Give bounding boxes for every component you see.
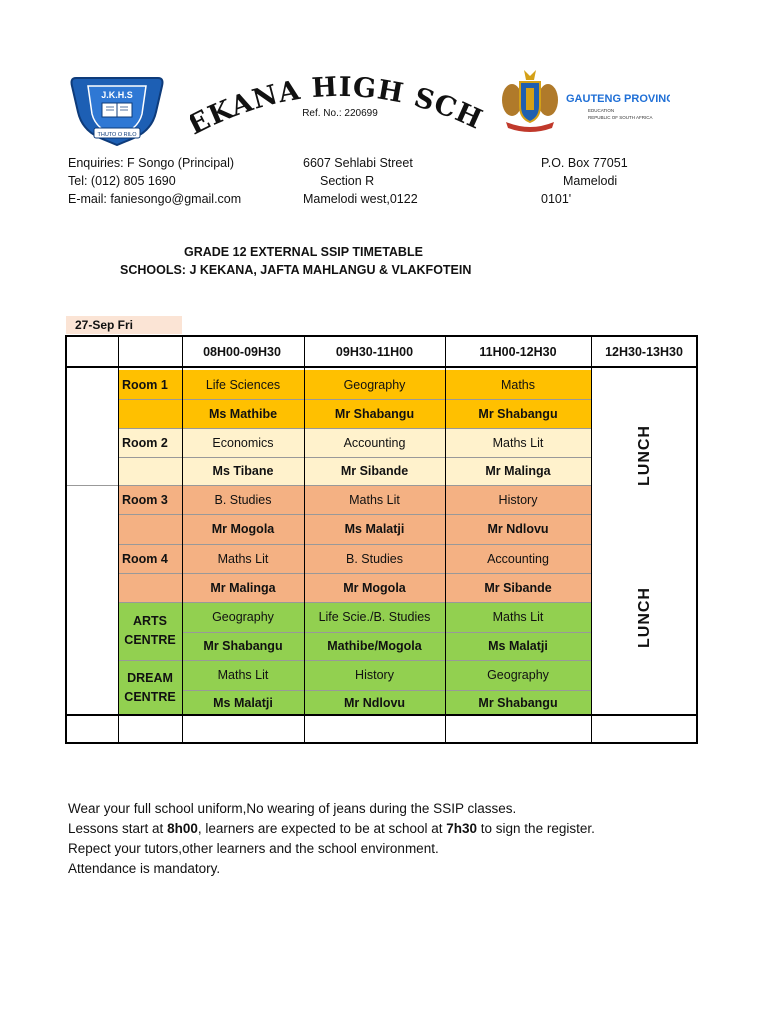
schools-heading: SCHOOLS: J KEKANA, JAFTA MAHLANGU & VLAKFOTEIN bbox=[120, 263, 472, 277]
row-divider bbox=[118, 399, 591, 400]
column-divider bbox=[118, 337, 119, 742]
period-header-1: 08H00-09H30 bbox=[203, 345, 281, 359]
enquiries-text: Enquiries: F Songo (Principal) bbox=[68, 156, 235, 170]
row-divider bbox=[182, 690, 591, 691]
school-name-banner bbox=[190, 70, 490, 150]
room-4-teacher-3: Mr Sibande bbox=[445, 573, 591, 602]
school-crest-logo bbox=[68, 72, 166, 146]
column-divider bbox=[591, 337, 592, 742]
room-3-subject-2: Maths Lit bbox=[304, 485, 445, 514]
room-1-subject-1: Life Sciences bbox=[182, 370, 304, 399]
province-dept: EDUCATION bbox=[588, 108, 615, 113]
row-divider bbox=[118, 514, 591, 515]
school-name: KANA HIGH SCH bbox=[203, 71, 488, 136]
period-header-4: 12H30-13H30 bbox=[605, 345, 683, 359]
column-divider bbox=[182, 337, 183, 742]
room-1-label: Room 1 bbox=[118, 370, 182, 399]
room-1-teacher-3: Mr Shabangu bbox=[445, 399, 591, 428]
gauteng-province-logo bbox=[498, 68, 670, 134]
row-divider bbox=[67, 485, 591, 486]
room-3-label: Room 3 bbox=[118, 485, 182, 514]
dream-centre-label-line2: CENTRE bbox=[124, 689, 176, 704]
room-4-label: Room 4 bbox=[118, 544, 182, 573]
province-country: REPUBLIC OF SOUTH AFRICA bbox=[588, 115, 653, 120]
room-4-subject-3: Accounting bbox=[445, 544, 591, 573]
header-divider bbox=[67, 366, 696, 368]
room-4-subject-1: Maths Lit bbox=[182, 544, 304, 573]
arts-centre-subject-2: Life Scie./B. Studies bbox=[304, 602, 445, 632]
dream-centre-label bbox=[118, 660, 182, 715]
dream-centre-subject-3: Geography bbox=[445, 660, 591, 690]
row-divider bbox=[182, 632, 591, 633]
street-address: 6607 Sehlabi Street bbox=[303, 156, 413, 170]
lunch-label-bottom: LUNCH bbox=[636, 587, 653, 648]
row-divider bbox=[118, 457, 591, 458]
room-3-teacher-2: Ms Malatji bbox=[304, 514, 445, 544]
start-time: 8h00 bbox=[167, 821, 198, 836]
lunch-label-top: LUNCH bbox=[636, 425, 653, 486]
row-divider bbox=[118, 660, 591, 661]
row-divider bbox=[118, 428, 591, 429]
room-1-subject-2: Geography bbox=[304, 370, 445, 399]
arts-centre-label bbox=[118, 602, 182, 660]
room-3-teacher-3: Mr Ndlovu bbox=[445, 514, 591, 544]
column-divider bbox=[445, 337, 446, 742]
note-text-part: Lessons start at bbox=[68, 821, 168, 836]
room-2-teacher-3: Mr Malinga bbox=[445, 457, 591, 485]
period-header-2: 09H30-11H00 bbox=[335, 345, 414, 359]
arts-centre-label-line1: ARTS bbox=[132, 614, 168, 628]
dream-centre-teacher-2: Mr Ndlovu bbox=[304, 690, 445, 715]
period-header-3: 11H00-12H30 bbox=[479, 345, 557, 359]
coat-of-arms-icon bbox=[502, 70, 558, 132]
room-3-subject-1: B. Studies bbox=[182, 485, 304, 514]
notes-section bbox=[68, 799, 708, 879]
arts-centre-teacher-1: Mr Shabangu bbox=[182, 632, 304, 660]
room-1-teacher-1: Ms Mathibe bbox=[182, 399, 304, 428]
arts-centre-teacher-3: Ms Malatji bbox=[445, 632, 591, 660]
room-1-label-fill bbox=[118, 399, 182, 428]
row-divider bbox=[118, 573, 591, 574]
room-4-teacher-2: Mr Mogola bbox=[304, 573, 445, 602]
date-label: 27-Sep Fri bbox=[66, 316, 182, 334]
contact-column-right bbox=[541, 154, 691, 208]
note-text-part: , learners are expected to be at school at bbox=[197, 821, 447, 836]
contact-column-left bbox=[68, 154, 298, 208]
room-3-teacher-1: Mr Mogola bbox=[182, 514, 304, 544]
room-1-subject-3: Maths bbox=[445, 370, 591, 399]
room-2-subject-1: Economics bbox=[182, 428, 304, 457]
room-2-teacher-2: Mr Sibande bbox=[304, 457, 445, 485]
room-4-teacher-1: Mr Malinga bbox=[182, 573, 304, 602]
row-divider bbox=[118, 602, 591, 603]
province-name: GAUTENG PROVINCE bbox=[566, 93, 670, 105]
column-divider bbox=[304, 337, 305, 742]
po-box: P.O. Box 77051 bbox=[541, 156, 628, 170]
arts-centre-label-line2: CENTRE bbox=[124, 633, 176, 647]
arts-centre-teacher-2: Mathibe/Mogola bbox=[304, 632, 445, 660]
po-town: Mamelodi bbox=[563, 174, 618, 188]
room-2-teacher-1: Ms Tibane bbox=[182, 457, 304, 485]
section-address: Section R bbox=[320, 174, 375, 188]
footer-row-divider bbox=[67, 714, 696, 716]
note-respect: Repect your tutors,other learners and the school environment. bbox=[68, 841, 439, 856]
room-2-subject-3: Maths Lit bbox=[445, 428, 591, 457]
room-4-subject-2: B. Studies bbox=[304, 544, 445, 573]
room-3-label-fill bbox=[118, 514, 182, 544]
dream-centre-teacher-3: Mr Shabangu bbox=[445, 690, 591, 715]
svg-text:J. KEKANA HIGH SCHOOL bbox=[190, 70, 487, 141]
arts-centre-subject-3: Maths Lit bbox=[445, 602, 591, 632]
row-divider bbox=[118, 544, 591, 545]
note-text-part: to sign the register. bbox=[477, 821, 595, 836]
room-1-teacher-2: Mr Shabangu bbox=[304, 399, 445, 428]
note-attendance: Attendance is mandatory. bbox=[68, 861, 221, 876]
arts-centre-subject-1: Geography bbox=[182, 602, 304, 632]
note-lesson-times bbox=[68, 819, 708, 839]
room-2-subject-2: Accounting bbox=[304, 428, 445, 457]
crest-motto: THUTO O RILO bbox=[97, 132, 137, 138]
arrival-time: 7h30 bbox=[446, 821, 478, 836]
room-2-label: Room 2 bbox=[118, 428, 182, 457]
timetable-title: GRADE 12 EXTERNAL SSIP TIMETABLE bbox=[184, 245, 423, 259]
ref-number: Ref. No.: 220699 bbox=[302, 108, 378, 119]
email-text: E-mail: faniesongo@gmail.com bbox=[68, 192, 242, 206]
crest-abbrev: J.K.H.S bbox=[101, 90, 133, 100]
dream-centre-teacher-1: Ms Malatji bbox=[182, 690, 304, 715]
dream-centre-subject-2: History bbox=[304, 660, 445, 690]
timetable-grid bbox=[65, 335, 698, 744]
note-uniform: Wear your full school uniform,No wearing of jeans during the SSIP classes. bbox=[68, 801, 517, 816]
room-3-subject-3: History bbox=[445, 485, 591, 514]
contact-column-middle bbox=[303, 154, 503, 208]
dream-centre-label-line1: DREAM bbox=[127, 670, 173, 685]
room-4-label-fill bbox=[118, 573, 182, 602]
telephone-text: Tel: (012) 805 1690 bbox=[68, 174, 176, 188]
po-code: 0101' bbox=[541, 192, 572, 206]
area-address: Mamelodi west,0122 bbox=[303, 192, 418, 206]
dream-centre-subject-1: Maths Lit bbox=[182, 660, 304, 690]
room-2-label-fill bbox=[118, 457, 182, 485]
